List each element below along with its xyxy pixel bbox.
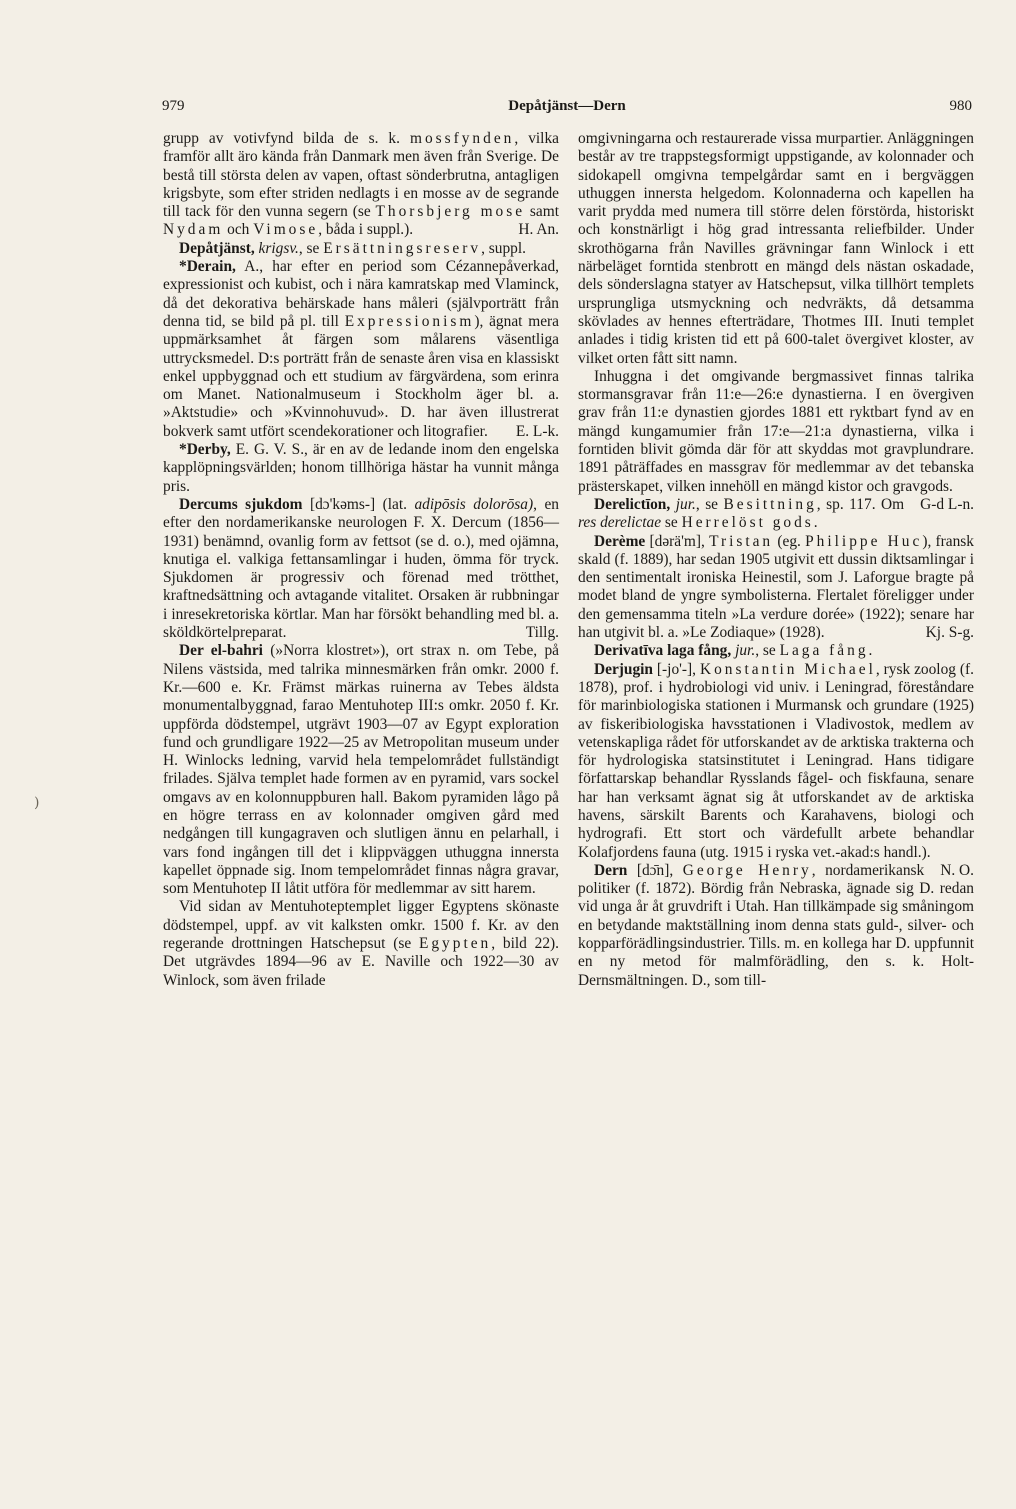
entry-dern: Dern [dɔ̄n], George Henry, nordamerikansk politiker (f. 1872). Bördig från Nebraska, ägnade sig D. redan vid unga år åt gruvdrift i Utah. Han tillkämpade sig småningom en betydande maktställning inom denna stats guld-, silver- och kopparförädlingsindustrier. Tills. m. en kollega har D. uppfunnit en ny metod för malmförädling, den s. k. Holt-Dernsmältningen. D., som till- bbox=[578, 861, 974, 989]
headword: Depåtjänst, bbox=[179, 239, 255, 257]
entry-der-el-bahri-p3: Inhuggna i det omgivande bergmassivet finnas talrika stormansgravar från 11:e—26:e dynastierna. I en övergiven grav från 11:e dynastien gjordes 1881 ett ryktbart fynd av en mängd kungamumier från 17:e—21:a dynastierna, vilka i forntiden blivit gömda där för att skyddas mot gravplundrare. 1891 påträffades en massgrav för medlemmar av det tebanska prästerskapet, vilken innehöll en mängd kistor och gravgods. G-d L-n. bbox=[578, 367, 974, 513]
headword: Derème bbox=[594, 532, 646, 550]
page-number-right: 980 bbox=[949, 98, 972, 114]
headword: Der el-bahri bbox=[179, 642, 263, 660]
headword: *Derain, bbox=[179, 258, 236, 276]
entry-dereliction: Derelictīon, jur., se Besittning, sp. 117. Om res derelictae se Herrelöst gods. bbox=[578, 495, 905, 532]
entry-depatjanst: Depåtjänst, krigsv., se Ersättningsreserv, suppl. bbox=[179, 239, 526, 257]
headword: Dercums sjukdom bbox=[179, 495, 303, 513]
entry-der-el-bahri-continuation: omgivningarna och restaurerade vissa murpartier. Anläggningen består av tre trappstegsformigt uppstigande, av kolonnader och sidokapell omgivna tempelgårdar samt en i bergväggen uthuggen innersta helgedom. Kolonnaderna och kapellen ha varit prydda med numera till större delen förstörda, historiskt och konstnärligt i hög grad intressanta reliefbilder. Under skrothögarna från Navilles grävningar fann Winlock i ett närbeläget forntida stenbrott en mängd dels nästan oskadade, dels sönderslagna statyer av Hatschepsut, vilka tillhört templets ursprungliga utsmyckning och nedvräkts, då detsamma skövlades av hennes efterträdare, Thotmes III. Inuti templet anlades i tidig kristen tid ett på 600-talet övergivet kloster, av vilket orten fått sitt namn. bbox=[578, 130, 974, 367]
headword: Derjugin bbox=[594, 660, 653, 678]
signature: Tillg. bbox=[525, 624, 559, 642]
entry-derby: *Derby, E. G. V. S., är en av de ledande inom den engelska kapplöpningsvärlden; honom tillhöriga hästar ha vunnit många pris. bbox=[163, 441, 559, 495]
page-number-left: 979 bbox=[162, 98, 185, 114]
signature: Kj. S-g. bbox=[925, 624, 974, 642]
signature: G-d L-n. bbox=[920, 495, 974, 513]
entry-derain: *Derain, A., har efter en period som Cézannepåverkad, expressionist och kubist, och i nära kamratskap med Vlaminck, då det dekorativa behärskade hans måleri (självporträtt från denna tid, se bild på pl. till Expressionism), ägnat mera uppmärksamhet åt färgen som målarens väsentliga uttrycksmedel. D:s porträtt från de senaste åren visa en klassiskt enkel uppbyggnad och ett studium av färgvärdena, som erinra om Manet. Nationalmuseum i Stockholm äger bl. a. »Aktstudie» och »Kvinnohuvud». D. har även illustrerat bokverk samt utfört scendekorationer och litografier. E. L-k. bbox=[163, 258, 559, 440]
entry-der-el-bahri-p2: Vid sidan av Mentuhoteptemplet ligger Egyptens skönaste dödstempel, uppf. av vit kalksten omkr. 1500 f. Kr. av den regerande drottningen Hatschepsut (se Egypten, bild 22). Det utgrävdes 1894—96 av E. Naville och 1922—30 av Winlock, som även frilade bbox=[163, 898, 559, 989]
stray-mark: ) bbox=[34, 795, 40, 811]
headword: *Derby, bbox=[179, 441, 231, 459]
signature: H. An. bbox=[518, 221, 559, 239]
entry-derjugin: Derjugin [-jo'-], Konstantin Michael, rysk zoolog (f. 1878), prof. i hydrobiologi vid univ. i Leningrad, föreståndare för marinbiologiska stationen i Murmansk och grundare (1925) av fiskeribiologiska havsstationen i Vladivostok, medlem av vetenskapliga rådet för utforskandet av de arktiska trakterna och för hydrologiska statsinstitutet i Leningrad. Hans tidigare författarskap behandlar Rysslands fågel- och fiskfauna, senare har han verksamt ägnat sig åt utforskandet av de arktiska havens, särskilt Barents och Karahavens, biologi och hydrografi. Ett stort och värdefullt arbete behandlar Kolafjordens fauna (utg. 1915 i ryska vet.-akad:s handl.). N. O. bbox=[578, 660, 974, 879]
entry-derivativa-laga-fang: Derivatīva laga fång, jur., se Laga fång. bbox=[594, 642, 873, 660]
entry-der-el-bahri: Der el-bahri (»Norra klostret»), ort strax n. om Tebe, på Nilens västsida, med talrika minnesmärken från omkr. 2000 f. Kr.—600 e. Kr. Främst märkas ruinerna av Tebes äldsta monumentalbyggnad, farao Mentuhotep III:s omkr. 2050 f. Kr. uppförda dödstempel, utgrävt 1903—07 av Egypt exploration fund och grundligare 1922—25 av Metropolitan museum under H. Winlocks ledning, varvid hela tempelområdet fullständigt frilades. Själva templet hade formen av en pyramid, vars sockel omgavs av en kolonnuppburen hall. Bakom pyramiden lågo på en högre terrass en av kolonnader omgiven gård med nedgången till kungagraven och slutligen ännu en pelarhall, i vars fond ingången till det i klippväggen uthuggna innersta kapellet öppnade sig. Inom tempelområdet finnas några gravar, som Mentuhotep II låtit utföra för medlemmar av sitt harem. bbox=[163, 642, 559, 898]
headword: Dern bbox=[594, 861, 628, 879]
entry-dercums-sjukdom: Dercums sjukdom [dɔ'kəms-] (lat. adipōsis dolorōsa), en efter den nordamerikanske neurologen F. X. Dercum (1856—1931) benämnd, ovanlig form av fettsot (se d. o.), med ojämna, knutiga el. valkiga fettansamlingar i huden, ömma för tryck. Sjukdomen är progressiv och förenad med trötthet, kraftnedsättning och avtagande vitalitet. Orsaken är rubbningar i inresekretoriska körtlar. Man har försökt behandling med bl. a. sköldkörtelpreparat. Tillg. bbox=[163, 495, 559, 642]
headword: Derelictīon, bbox=[594, 495, 671, 513]
signature: N. O. bbox=[940, 861, 974, 879]
column-left bbox=[163, 130, 559, 990]
column-right bbox=[578, 130, 974, 990]
running-header bbox=[162, 98, 972, 122]
entry-dereme: Derème [dərä'm], Tristan (eg. Philippe Huc), fransk skald (f. 1889), har sedan 1905 utgivit ett dussin diktsamlingar i den sentimentalt ironiska Heinestil, som J. Laforgue bragte på modet bland de yngre symbolisterna. Flertalet föreligger under den gemensamma titeln »La verdure dorée» (1922); senare har han utgivit bl. a. »Le Zodiaque» (1928). Kj. S-g. bbox=[578, 532, 974, 642]
running-title: Depåtjänst—Dern bbox=[508, 98, 626, 114]
headword: Derivatīva laga fång, bbox=[594, 642, 732, 660]
signature: E. L-k. bbox=[515, 422, 559, 440]
entry-mossfynd-continuation: grupp av votivfynd bilda de s. k. mossfynden, vilka framför allt äro kända från Danmark men även från Sverige. De bestå till största delen av vapen, oftast sönderbrutna, antagligen krigsbyte, som efter striden nedlagts i en mosse av de segrande till tack för den vunna segern (se Thorsbjerg mose samt Nydam och Vimose, båda i suppl.). H. An. bbox=[163, 130, 559, 239]
